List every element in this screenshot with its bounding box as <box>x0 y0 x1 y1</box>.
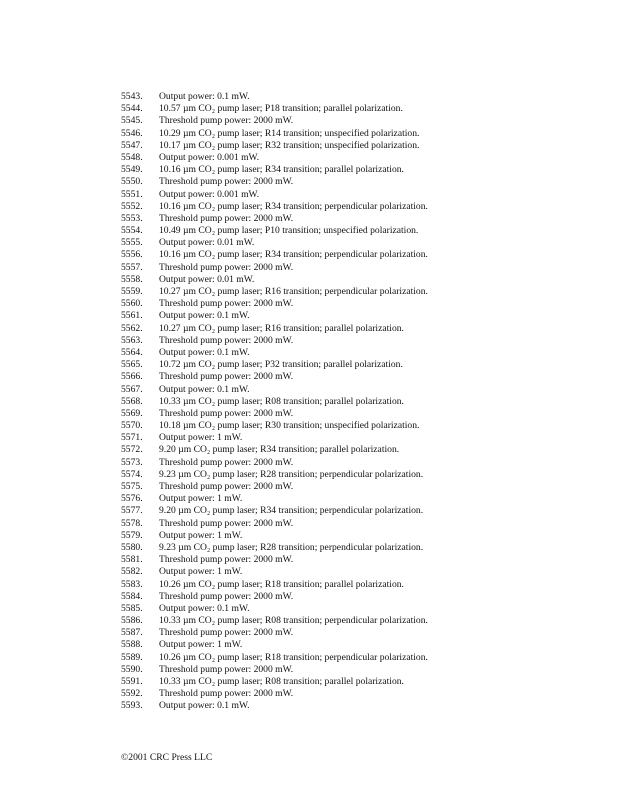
note-entry <box>121 676 601 688</box>
note-text: Threshold pump power: 2000 mW. <box>159 407 294 419</box>
note-number: 5578. <box>121 517 143 529</box>
note-text: Output power: 0.1 mW. <box>159 91 250 102</box>
note-entry <box>121 262 601 274</box>
note-number: 5549. <box>121 164 143 176</box>
note-number: 5552. <box>121 200 143 212</box>
note-entry <box>121 335 601 347</box>
note-entry <box>121 140 601 152</box>
note-text: Threshold pump power: 2000 mW. <box>159 688 294 700</box>
note-text: Output power: 0.01 mW. <box>159 237 255 249</box>
note-entry <box>121 518 601 530</box>
note-text: 10.33 µm CO₂ pump laser; R08 transition; perpendicular polarization. <box>159 615 428 627</box>
note-entry <box>121 103 601 115</box>
note-entry <box>121 164 601 176</box>
note-text: Threshold pump power: 2000 mW. <box>159 115 294 127</box>
note-entry <box>121 530 601 542</box>
note-number: 5571. <box>121 432 143 444</box>
note-text: Output power: 0.1 mW. <box>159 383 250 395</box>
note-number: 5575. <box>121 481 143 492</box>
note-text: Threshold pump power: 2000 mW. <box>159 212 294 224</box>
note-text: Threshold pump power: 2000 mW. <box>159 456 294 468</box>
note-entry <box>121 274 601 286</box>
note-text: Output power: 1 mW. <box>159 529 243 541</box>
note-number: 5584. <box>121 590 143 602</box>
note-number: 5582. <box>121 566 143 578</box>
note-text: Threshold pump power: 2000 mW. <box>159 517 294 529</box>
note-number: 5544. <box>121 103 143 115</box>
note-text: Output power: 1 mW. <box>159 432 243 444</box>
note-text: 10.26 µm CO₂ pump laser; R18 transition; parallel polarization. <box>159 578 404 590</box>
note-number: 5573. <box>121 456 143 468</box>
note-number: 5558. <box>121 273 143 285</box>
note-number: 5551. <box>121 188 143 200</box>
note-text: Output power: 1 mW. <box>159 639 243 651</box>
note-number: 5546. <box>121 127 143 139</box>
note-number: 5560. <box>121 298 143 310</box>
note-text: Output power: 1 mW. <box>159 493 243 505</box>
note-text: Output power: 0.1 mW. <box>159 700 250 712</box>
note-number: 5589. <box>121 651 143 663</box>
note-entry <box>121 444 601 456</box>
note-entry <box>121 152 601 164</box>
note-number: 5590. <box>121 663 143 675</box>
note-entry <box>121 481 601 493</box>
note-entry <box>121 664 601 676</box>
note-text: 10.57 µm CO₂ pump laser; P18 transition; parallel polarization. <box>159 103 403 115</box>
note-text: Output power: 0.1 mW. <box>159 346 250 358</box>
note-entry <box>121 615 601 627</box>
note-text: Threshold pump power: 2000 mW. <box>159 298 294 310</box>
note-entry <box>121 469 601 481</box>
note-text: Output power: 0.001 mW. <box>159 188 260 200</box>
note-entry <box>121 189 601 201</box>
note-entry <box>121 700 601 712</box>
note-number: 5557. <box>121 261 143 273</box>
note-number: 5577. <box>121 505 143 517</box>
note-text: 10.16 µm CO₂ pump laser; R34 transition; perpendicular polarization. <box>159 249 428 261</box>
note-text: Threshold pump power: 2000 mW. <box>159 627 294 639</box>
note-text: Output power: 0.001 mW. <box>159 151 260 163</box>
note-entry <box>121 359 601 371</box>
note-number: 5576. <box>121 493 143 505</box>
note-number: 5554. <box>121 225 143 237</box>
note-number: 5563. <box>121 334 143 346</box>
note-number: 5566. <box>121 371 143 383</box>
note-entry <box>121 457 601 469</box>
note-entry <box>121 566 601 578</box>
note-number: 5556. <box>121 249 143 261</box>
note-entry <box>121 347 601 359</box>
note-number: 5543. <box>121 91 143 102</box>
note-entry <box>121 310 601 322</box>
note-number: 5581. <box>121 554 143 566</box>
note-text: Threshold pump power: 2000 mW. <box>159 261 294 273</box>
note-text: Threshold pump power: 2000 mW. <box>159 663 294 675</box>
note-entry <box>121 554 601 566</box>
note-text: Output power: 0.1 mW. <box>159 310 250 322</box>
note-number: 5572. <box>121 444 143 456</box>
note-number: 5592. <box>121 688 143 700</box>
note-number: 5580. <box>121 541 143 553</box>
note-entry <box>121 249 601 261</box>
note-entry <box>121 505 601 517</box>
note-entry <box>121 432 601 444</box>
note-number: 5568. <box>121 395 143 407</box>
note-number: 5569. <box>121 407 143 419</box>
note-text: 10.33 µm CO₂ pump laser; R08 transition; parallel polarization. <box>159 676 404 687</box>
note-text: 10.72 µm CO₂ pump laser; P32 transition; parallel polarization. <box>159 359 403 371</box>
note-entry <box>121 591 601 603</box>
note-text: 9.20 µm CO₂ pump laser; R34 transition; perpendicular polarization. <box>159 505 424 517</box>
note-entry <box>121 396 601 408</box>
note-entry <box>121 286 601 298</box>
note-text: Threshold pump power: 2000 mW. <box>159 590 294 602</box>
note-text: 9.23 µm CO₂ pump laser; R28 transition; perpendicular polarization. <box>159 541 424 553</box>
note-number: 5579. <box>121 529 143 541</box>
note-text: 10.33 µm CO₂ pump laser; R08 transition; parallel polarization. <box>159 395 404 407</box>
note-number: 5564. <box>121 346 143 358</box>
note-text: 10.26 µm CO₂ pump laser; R18 transition; perpendicular polarization. <box>159 651 428 663</box>
note-text: 10.27 µm CO₂ pump laser; R16 transition; perpendicular polarization. <box>159 286 428 297</box>
note-number: 5593. <box>121 700 143 712</box>
note-text: Threshold pump power: 2000 mW. <box>159 481 294 492</box>
note-entry <box>121 176 601 188</box>
note-entry <box>121 652 601 664</box>
note-text: 10.27 µm CO₂ pump laser; R16 transition; parallel polarization. <box>159 322 404 334</box>
note-text: Output power: 0.01 mW. <box>159 273 255 285</box>
copyright-footer: ©2001 CRC Press LLC <box>121 752 213 763</box>
note-text: Output power: 1 mW. <box>159 566 243 578</box>
note-text: 9.20 µm CO₂ pump laser; R34 transition; parallel polarization. <box>159 444 400 456</box>
note-number: 5550. <box>121 176 143 188</box>
note-number: 5565. <box>121 359 143 371</box>
note-text: Threshold pump power: 2000 mW. <box>159 334 294 346</box>
note-number: 5586. <box>121 615 143 627</box>
note-text: 10.16 µm CO₂ pump laser; R34 transition; perpendicular polarization. <box>159 200 428 212</box>
note-entry <box>121 579 601 591</box>
note-number: 5559. <box>121 286 143 297</box>
note-number: 5553. <box>121 212 143 224</box>
note-entry <box>121 91 601 103</box>
note-entry <box>121 213 601 225</box>
note-number: 5561. <box>121 310 143 322</box>
note-entry <box>121 639 601 651</box>
note-entry <box>121 323 601 335</box>
note-number: 5570. <box>121 420 143 432</box>
note-entry <box>121 688 601 700</box>
note-number: 5548. <box>121 151 143 163</box>
note-text: Threshold pump power: 2000 mW. <box>159 371 294 383</box>
notes-list <box>121 91 601 713</box>
note-text: 9.23 µm CO₂ pump laser; R28 transition; perpendicular polarization. <box>159 468 424 480</box>
note-entry <box>121 408 601 420</box>
note-entry <box>121 298 601 310</box>
note-entry <box>121 225 601 237</box>
note-text: Threshold pump power: 2000 mW. <box>159 554 294 566</box>
note-text: Threshold pump power: 2000 mW. <box>159 176 294 188</box>
note-number: 5562. <box>121 322 143 334</box>
note-text: Output power: 0.1 mW. <box>159 602 250 614</box>
note-number: 5567. <box>121 383 143 395</box>
note-number: 5545. <box>121 115 143 127</box>
note-text: 10.16 µm CO₂ pump laser; R34 transition; parallel polarization. <box>159 164 404 176</box>
note-number: 5588. <box>121 639 143 651</box>
note-entry <box>121 420 601 432</box>
note-entry <box>121 493 601 505</box>
note-entry <box>121 542 601 554</box>
note-entry <box>121 237 601 249</box>
note-entry <box>121 371 601 383</box>
note-text: 10.29 µm CO₂ pump laser; R14 transition; unspecified polarization. <box>159 127 420 139</box>
note-number: 5587. <box>121 627 143 639</box>
note-text: 10.18 µm CO₂ pump laser; R30 transition; unspecified polarization. <box>159 420 420 432</box>
note-entry <box>121 115 601 127</box>
note-text: 10.49 µm CO₂ pump laser; P10 transition; unspecified polarization. <box>159 225 419 237</box>
note-number: 5547. <box>121 139 143 151</box>
note-entry <box>121 384 601 396</box>
note-text: 10.17 µm CO₂ pump laser; R32 transition; unspecified polarization. <box>159 139 420 151</box>
note-number: 5555. <box>121 237 143 249</box>
note-entry <box>121 603 601 615</box>
note-entry <box>121 627 601 639</box>
note-entry <box>121 201 601 213</box>
note-number: 5583. <box>121 578 143 590</box>
note-number: 5591. <box>121 676 143 687</box>
note-number: 5574. <box>121 468 143 480</box>
note-number: 5585. <box>121 602 143 614</box>
note-entry <box>121 128 601 140</box>
